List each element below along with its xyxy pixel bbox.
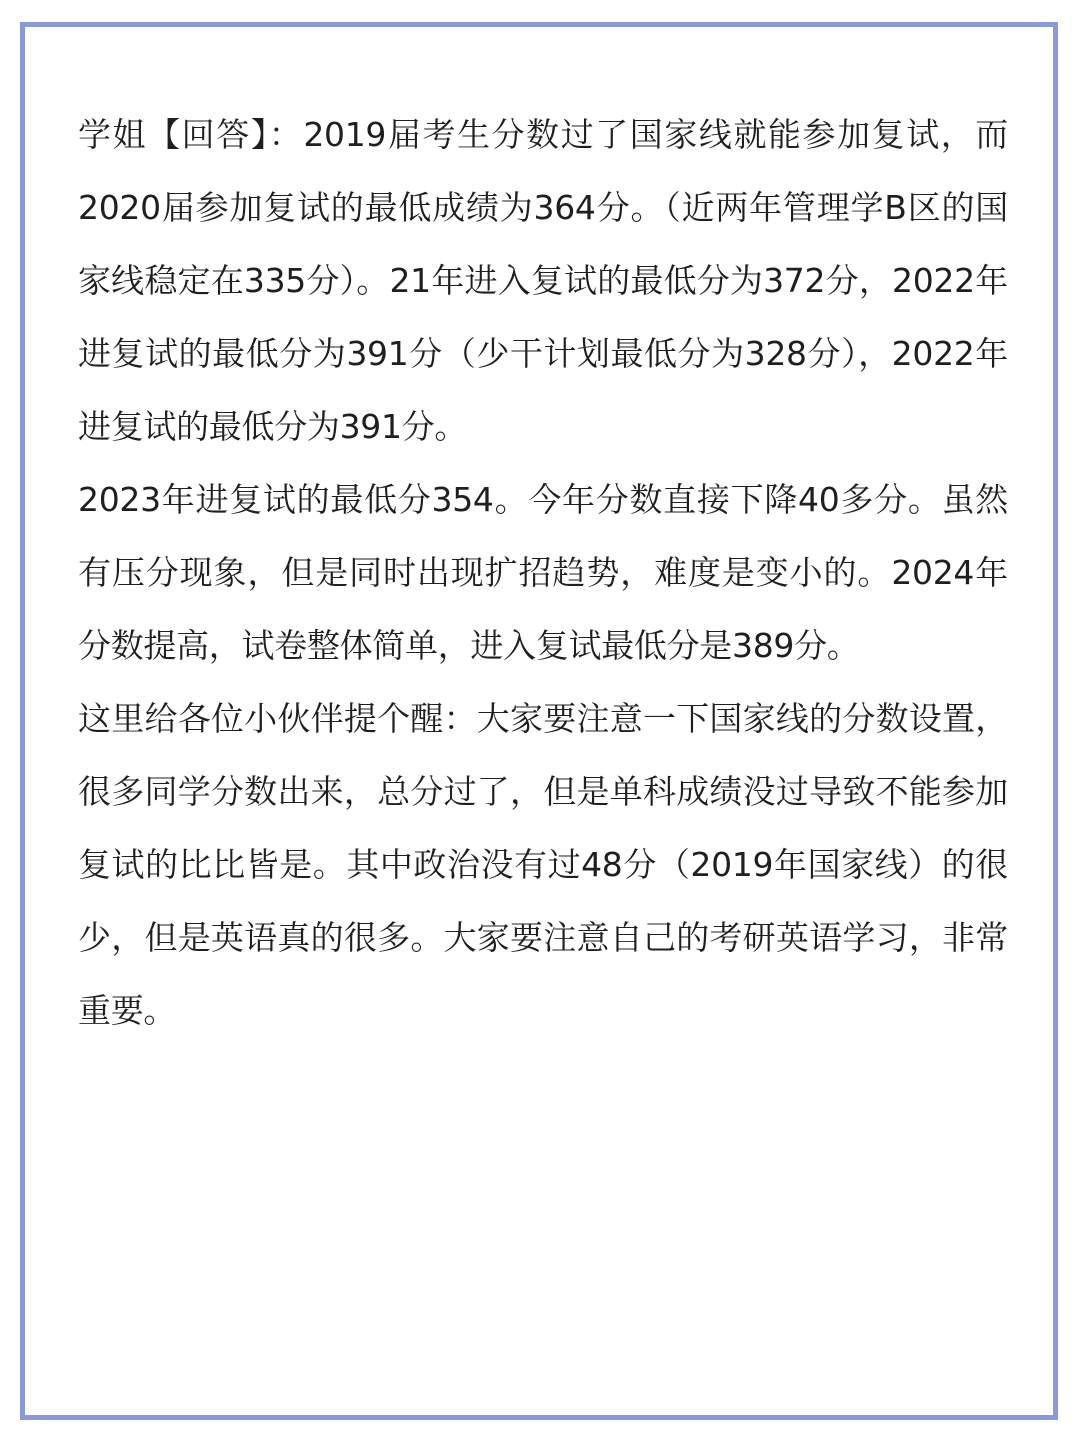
answer-text-block xyxy=(78,98,1008,1047)
paragraph-answer-history: 学姐【回答】：2019届考生分数过了国家线就能参加复试，而2020届参加复试的最低成绩为364分。（近两年管理学B区的国家线稳定在335分）。21年进入复试的最低分为372分，2022年进复试的最低分为391分（少干计划最低分为328分），2022年进复试的最低分为391分。 xyxy=(78,115,1008,446)
paragraph-reminder: 这里给各位小伙伴提个醒：大家要注意一下国家线的分数设置，很多同学分数出来，总分过了，但是单科成绩没过导致不能参加复试的比比皆是。其中政治没有过48分（2019年国家线）的很少，但是英语真的很多。大家要注意自己的考研英语学习，非常重要。 xyxy=(78,699,1008,1030)
paragraph-2023-2024-scores: 2023年进复试的最低分354。今年分数直接下降40多分。虽然有压分现象，但是同时出现扩招趋势，难度是变小的。2024年分数提高，试卷整体简单，进入复试最低分是389分。 xyxy=(78,480,1008,665)
